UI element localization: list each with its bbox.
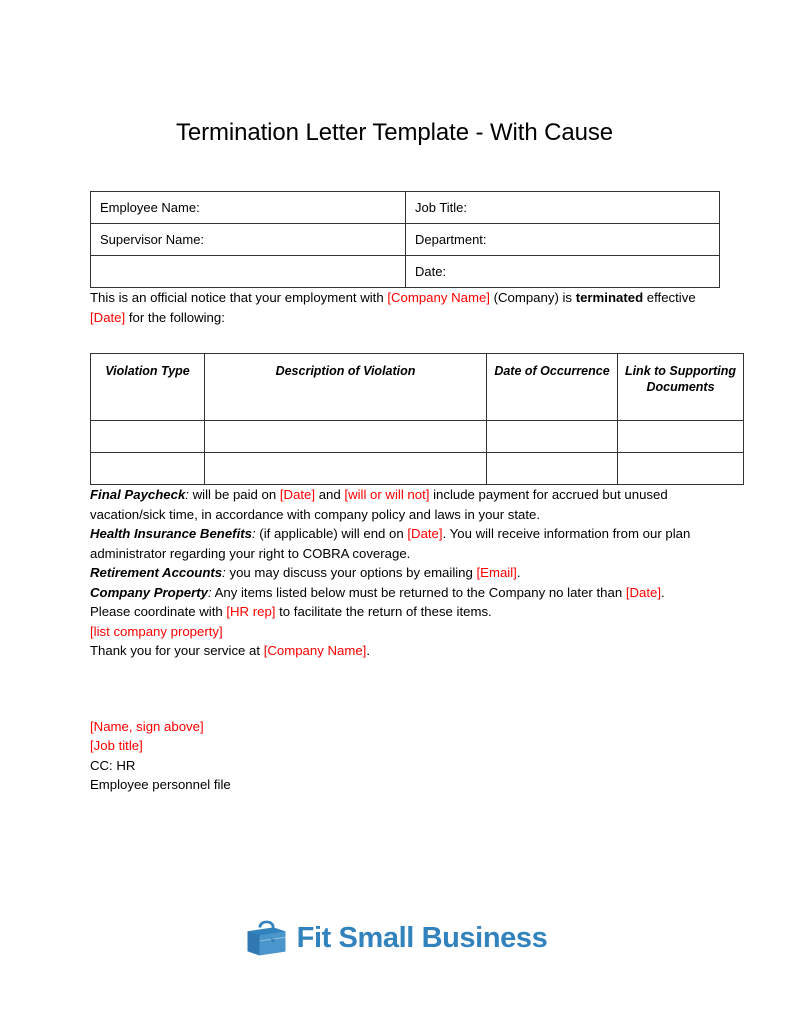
briefcase-icon	[244, 918, 288, 958]
violation-cell-link[interactable]	[618, 421, 744, 453]
will-or-will-not-placeholder: [will or will not]	[344, 487, 430, 502]
signature-name-placeholder: [Name, sign above]	[90, 718, 204, 734]
final-paycheck-text-1: will be paid on	[188, 487, 280, 502]
info-cell-job-title[interactable]: Job Title:	[406, 192, 720, 224]
retirement-text-1: you may discuss your options by emailing	[225, 565, 477, 580]
intro-text-2: (Company) is	[489, 290, 576, 305]
retirement-accounts-paragraph	[90, 563, 699, 583]
thank-you-company-placeholder: [Company Name]	[263, 643, 367, 658]
table-header-row	[91, 354, 744, 421]
violation-cell-description[interactable]	[205, 453, 487, 485]
intro-text-4: for the following:	[125, 309, 225, 325]
personnel-file-line: Employee personnel file	[90, 777, 231, 792]
violation-table	[90, 353, 744, 485]
final-paycheck-date-placeholder: [Date]	[279, 487, 316, 502]
company-property-text-1: Any items listed below must be returned to the Company no later than	[211, 584, 626, 600]
column-header-date-of-occurrence: Date of Occurrence	[487, 354, 618, 421]
company-property-text-3: to facilitate the return of these items.	[275, 604, 492, 619]
company-property-date-placeholder: [Date]	[625, 584, 662, 600]
info-cell-supervisor-name[interactable]: Supervisor Name:	[91, 224, 406, 256]
health-insurance-paragraph	[90, 524, 699, 563]
company-property-colon: :	[207, 584, 212, 600]
intro-paragraph	[90, 288, 699, 327]
violation-cell-type[interactable]	[91, 421, 205, 453]
health-insurance-colon: :	[251, 526, 256, 541]
violation-cell-link[interactable]	[618, 453, 744, 485]
table-row	[91, 256, 720, 288]
terminated-emphasis: terminated	[575, 290, 644, 305]
column-header-violation-type: Violation Type	[91, 354, 205, 421]
final-paycheck-label: Final Paycheck	[90, 487, 186, 502]
info-cell-date[interactable]: Date:	[406, 256, 720, 288]
info-cell-employee-name[interactable]: Employee Name:	[91, 192, 406, 224]
final-paycheck-text-3: include payment for accrued but unused vacation/sick time, in accordance with company policy and laws in your state.	[90, 487, 668, 522]
retirement-accounts-colon: :	[222, 565, 226, 580]
cc-line: CC: HR	[90, 757, 136, 773]
signature-block	[90, 717, 699, 795]
column-header-description: Description of Violation	[205, 354, 487, 421]
document-content	[90, 0, 737, 795]
final-paycheck-text-2: and	[315, 487, 345, 502]
info-cell-blank[interactable]	[91, 256, 406, 288]
violation-cell-date[interactable]	[487, 453, 618, 485]
column-header-link-to-supporting-documents: Link to Supporting Documents	[618, 354, 744, 421]
health-insurance-label: Health Insurance Benefits	[90, 526, 252, 541]
company-property-text-2: . Please coordinate with	[90, 584, 665, 619]
violation-cell-description[interactable]	[205, 421, 487, 453]
property-list-placeholder: [list company property]	[90, 623, 223, 639]
table-row	[91, 192, 720, 224]
health-insurance-date-placeholder: [Date]	[407, 526, 443, 541]
signature-job-title-placeholder: [Job title]	[90, 738, 143, 753]
intro-text-3: effective	[643, 290, 696, 305]
health-insurance-text-1: (if applicable) will end on	[255, 526, 408, 541]
info-cell-department[interactable]: Department:	[406, 224, 720, 256]
thank-you-paragraph	[90, 641, 699, 661]
violation-cell-date[interactable]	[487, 421, 618, 453]
table-row	[91, 453, 744, 485]
page-title: Termination Letter Template - With Cause	[175, 119, 614, 146]
company-name-placeholder: [Company Name]	[387, 290, 490, 305]
company-property-paragraph	[90, 583, 699, 622]
thank-you-text-2: .	[366, 643, 370, 658]
final-paycheck-colon: :	[185, 487, 189, 502]
thank-you-text-1: Thank you for your service at	[90, 643, 264, 658]
effective-date-placeholder: [Date]	[90, 309, 126, 325]
retirement-text-2: .	[516, 565, 521, 580]
company-property-label: Company Property	[90, 584, 208, 600]
logo-text: Fit Small Business	[296, 921, 548, 954]
intro-text-1: This is an official notice that your employment with	[90, 290, 388, 305]
final-paycheck-paragraph	[90, 485, 699, 524]
health-insurance-text-2: . You will receive information from our plan administrator regarding your right to COBRA coverage.	[90, 526, 691, 561]
hr-rep-placeholder: [HR rep]	[226, 604, 276, 619]
retirement-accounts-label: Retirement Accounts	[90, 565, 223, 580]
table-row	[91, 421, 744, 453]
employee-info-table	[90, 191, 720, 288]
brand-logo	[0, 918, 791, 958]
table-row	[91, 224, 720, 256]
email-placeholder: [Email]	[476, 565, 517, 580]
violation-cell-type[interactable]	[91, 453, 205, 485]
